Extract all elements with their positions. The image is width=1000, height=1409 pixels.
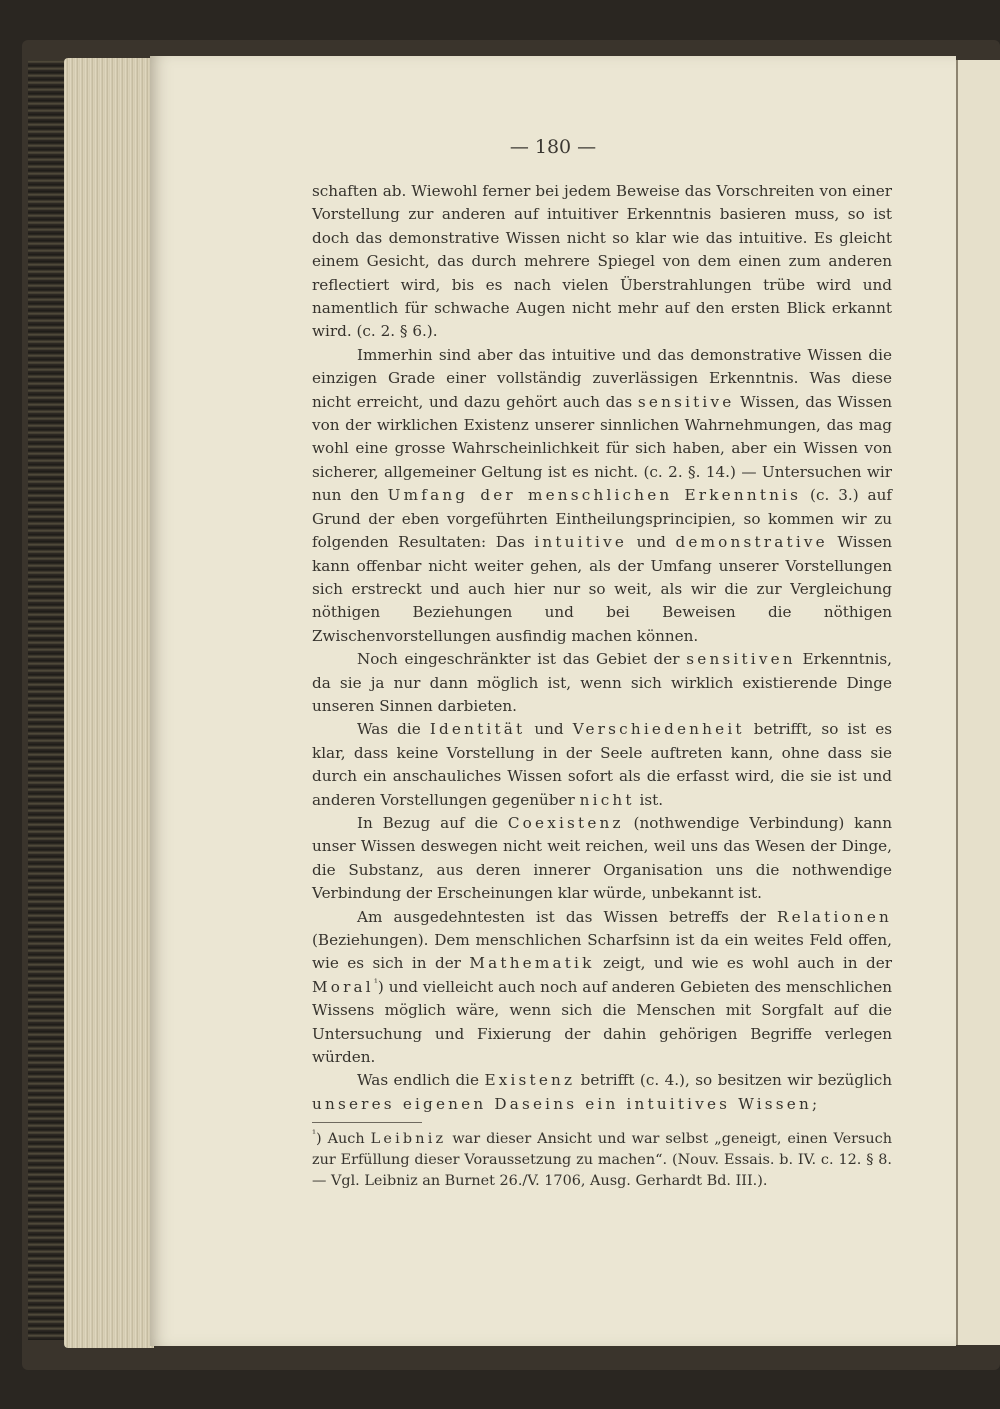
footnote-rule	[312, 1122, 422, 1123]
spaced-emphasis: Mathematik	[469, 954, 595, 973]
text-run: betrifft (c. 4.), so besitzen wir bezüglich	[575, 1071, 892, 1090]
text-run: In Bezug auf die	[357, 813, 508, 832]
paragraph	[312, 906, 892, 1070]
text-run: ist.	[634, 790, 664, 809]
text-run: schaften ab. Wiewohl ferner bei jedem Beweise das Vorschreiten von einer Vorstellung zur anderen auf intuitiver Erkenntnis basieren muss, so ist doch das demonstrative Wissen nicht so klar wie das intuitive. Es gleicht einem Gesicht, das durch mehrere Spiegel von dem einen zum anderen reflectiert wird, bis es nach vielen Überstrahlungen trübe wird und namentlich für schwache Augen nicht mehr auf den ersten Blick erkannt wird. (c. 2. § 6.).	[312, 182, 892, 341]
text-run: war dieser Ansicht und war selbst „geneigt, einen Versuch zur Erfüllung dieser Voraussetzung zu machen“. (Nouv. Essais. b. IV. c. 12. § 8. — Vgl. Leibniz an Burnet 26./V. 1706, Ausg. Gerhardt Bd. III.).	[312, 1131, 892, 1190]
paragraph	[312, 344, 892, 648]
text-run: zeigt, und wie es wohl auch in der	[594, 954, 892, 973]
text-run: (Beziehungen). Dem menschlichen Scharfsinn ist da ein weites Feld offen, wie es sich in der	[312, 931, 892, 973]
spaced-emphasis: sensitive	[637, 392, 735, 411]
paragraph	[312, 180, 892, 344]
facing-page-edge	[956, 60, 1000, 1345]
paragraph	[312, 812, 892, 906]
spaced-emphasis: unseres eigenen Daseins ein intuitives Wissen;	[312, 1094, 821, 1113]
text-run: Erkenntnis, da sie ja nur dann möglich ist, wenn sich wirklich existierende Dinge unseren Sinnen darbieten.	[312, 650, 892, 715]
text-run: betrifft, so ist es klar, dass keine Vorstellung in der Seele auftreten kann, ohne dass sie durch ein anschauliches Wissen sofort als die erfasst wird, die sie ist und anderen Vorstellungen gegenüber	[312, 720, 892, 809]
paragraph	[312, 1069, 892, 1116]
footnote	[312, 1129, 892, 1192]
spaced-emphasis: sensitiven	[686, 650, 796, 669]
text-run: Immerhin sind aber das intuitive und das demonstrative Wissen die einzigen Grade einer vollständig zuverlässigen Erkenntnis. Was diese nicht erreicht, und dazu gehört auch das	[312, 345, 892, 411]
text-run: und	[525, 720, 573, 739]
spaced-emphasis: Existenz	[484, 1071, 576, 1090]
text-run: ) Auch	[316, 1131, 371, 1148]
spaced-emphasis: Coexistenz	[507, 813, 624, 832]
footnote-marker: ¹	[373, 977, 378, 989]
text-run: (nothwendige Verbindung) kann unser Wissen deswegen nicht weit reichen, weil uns das Wesen der Dinge, die Substanz, aus deren innerer Organisation uns die nothwendige Verbindung der Erscheinungen klar würde, unbekannt ist.	[312, 813, 892, 903]
spaced-emphasis: Leibniz	[370, 1131, 447, 1148]
page-number: — 180 —	[509, 136, 597, 158]
paragraph-list	[312, 180, 892, 1116]
book-spine	[28, 60, 68, 1340]
spaced-emphasis: Umfang der menschlichen Erkenntnis	[387, 486, 802, 505]
text-run: Noch eingeschränkter ist das Gebiet der	[357, 650, 687, 669]
paragraph	[312, 648, 892, 718]
text-run: ) und vielleicht auch noch auf anderen Gebieten des menschlichen Wissens möglich wäre, wenn sich die Menschen mit Sorgfalt auf die Untersuchung und Fixierung der dahin gehörigen Begriffe verlegen würden.	[312, 977, 892, 1067]
spaced-emphasis: demonstrative	[675, 533, 828, 552]
page-edges	[64, 58, 154, 1348]
book-page	[150, 56, 956, 1346]
spaced-emphasis: nicht	[579, 790, 635, 809]
text-run: (c. 3.) auf Grund der eben vorgeführten Eintheilungsprincipien, so kommen wir zu folgenden Resultaten: Das	[312, 486, 892, 552]
footnote-marker: ¹	[312, 1129, 317, 1141]
spaced-emphasis: Identität	[429, 720, 526, 739]
page-body	[312, 180, 892, 1192]
spaced-emphasis: Relationen	[777, 907, 892, 926]
text-run: und	[627, 533, 676, 552]
text-run: Was die	[357, 720, 430, 739]
spaced-emphasis: Verschiedenheit	[572, 720, 745, 739]
spaced-emphasis: intuitive	[534, 533, 628, 552]
paragraph	[312, 718, 892, 812]
text-run: Was endlich die	[357, 1071, 485, 1090]
text-run: Wissen kann offenbar nicht weiter gehen, als der Umfang unserer Vorstellungen sich erstreckt und auch hier nur so weit, als wir die zur Vergleichung nöthigen Beziehungen und bei Beweisen die nöthigen Zwischenvorstellungen ausfindig machen können.	[312, 533, 892, 645]
text-run: Wissen, das Wissen von der wirklichen Existenz unserer sinnlichen Wahrnehmungen, das mag wohl eine grosse Wahrscheinlichkeit für sich haben, aber ein Wissen von sicherer, allgemeiner Geltung ist es nicht. (c. 2. §. 14.) — Untersuchen wir nun den	[312, 392, 893, 505]
text-run: Am ausgedehntesten ist das Wissen betreffs der	[357, 907, 777, 926]
spaced-emphasis: Moral	[312, 977, 374, 996]
